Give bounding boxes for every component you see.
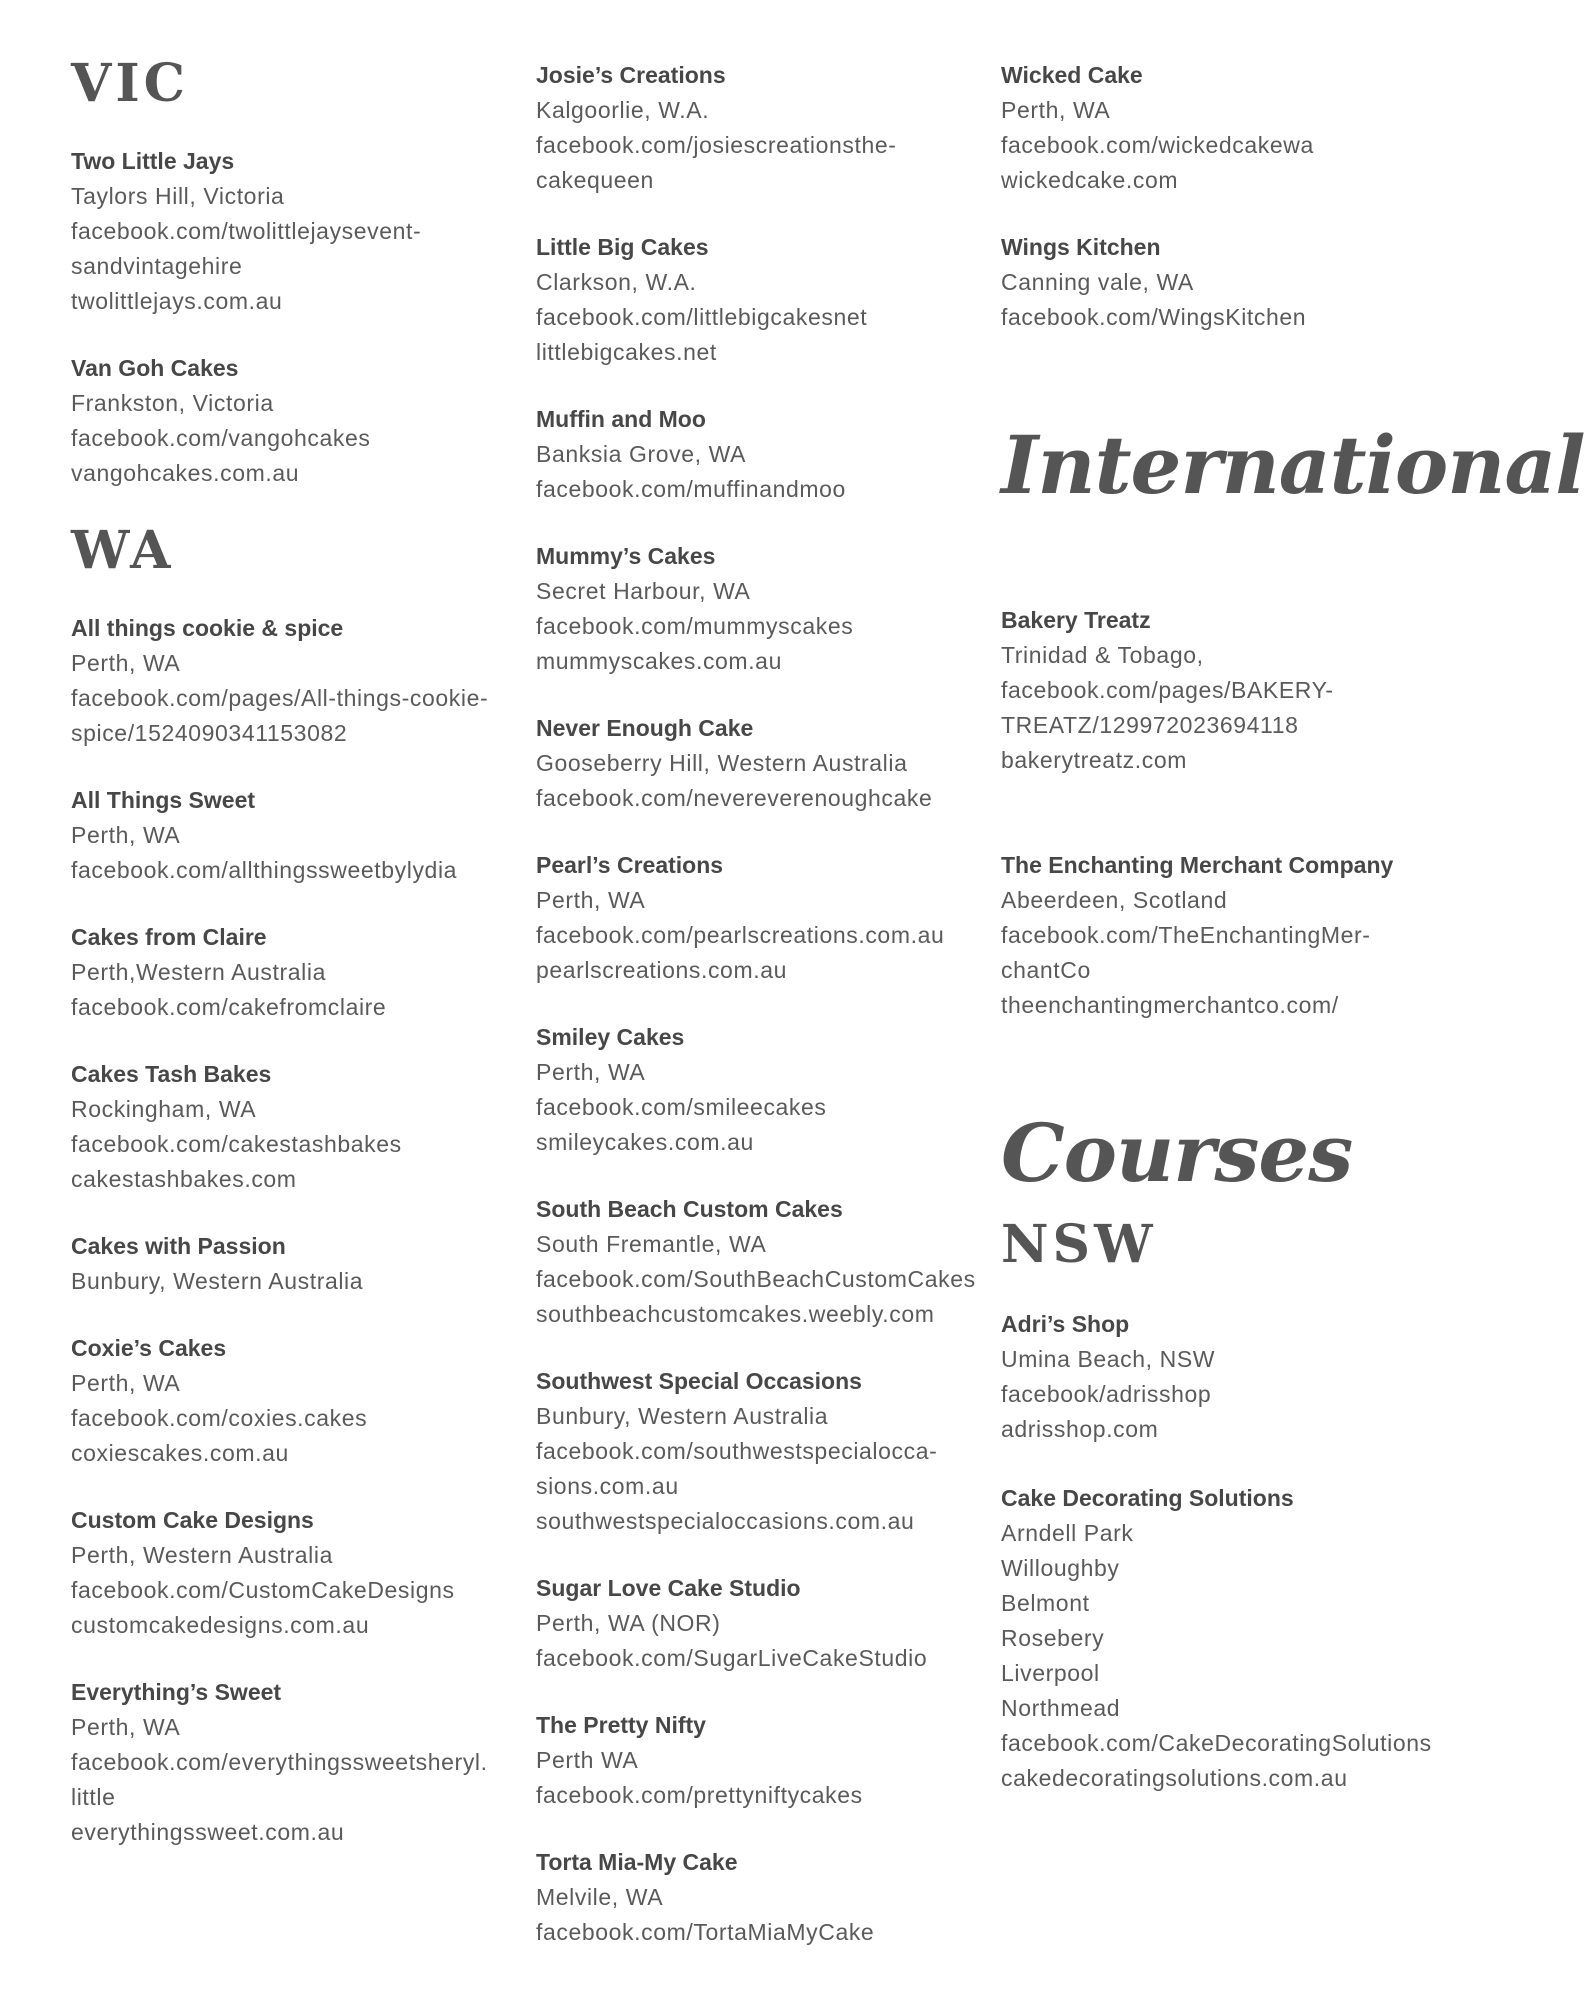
business-name: Cakes from Claire [71, 924, 267, 950]
listing-link[interactable]: sions.com.au [536, 1473, 679, 1499]
listing-link[interactable]: facebook.com/SugarLiveCakeStudio [536, 1645, 928, 1671]
listing-detail: Willoughby [1001, 1555, 1120, 1581]
listing-detail: sandvintagehire [71, 253, 243, 279]
listing-van-goh-cakes [71, 351, 511, 491]
listing-two-little-jays [71, 144, 511, 319]
listing-link[interactable]: facebook.com/littlebigcakesnet [536, 304, 868, 330]
listing-detail: Secret Harbour, WA [536, 578, 751, 604]
listing-link[interactable]: southbeachcustomcakes.weebly.com [536, 1301, 935, 1327]
listing-link[interactable]: facebook.com/TheEnchantingMer- [1001, 922, 1371, 948]
listing-detail: Rosebery [1001, 1625, 1105, 1651]
listing-cakes-from-claire [71, 920, 511, 1025]
listing-link[interactable]: wickedcake.com [1001, 167, 1179, 193]
business-name: Cakes with Passion [71, 1233, 286, 1259]
listing-detail: Clarkson, W.A. [536, 269, 697, 295]
listing-cakes-with-passion [71, 1229, 511, 1299]
listing-detail: Rockingham, WA [71, 1096, 257, 1122]
listing-link[interactable]: facebook.com/CustomCakeDesigns [71, 1577, 455, 1603]
listing-pearl-s-creations [536, 848, 976, 988]
listing-link[interactable]: facebook.com/southwestspecialocca- [536, 1438, 938, 1464]
listing-link[interactable]: facebook.com/twolittlejaysevent- [71, 218, 422, 244]
column-1 [71, 53, 511, 1850]
listing-detail: Frankston, Victoria [71, 390, 274, 416]
listing-link[interactable]: facebook.com/vangohcakes [71, 425, 371, 451]
listing-the-pretty-nifty [536, 1708, 976, 1813]
business-name: Smiley Cakes [536, 1024, 685, 1050]
listing-link[interactable]: smileycakes.com.au [536, 1129, 754, 1155]
listing-link[interactable]: facebook.com/coxies.cakes [71, 1405, 368, 1431]
listing-detail: Perth WA [536, 1747, 639, 1773]
listing-detail: Umina Beach, NSW [1001, 1346, 1216, 1372]
listing-bakery-treatz [1001, 603, 1461, 778]
listing-the-enchanting-merchant-company [1001, 848, 1461, 1023]
business-name: Southwest Special Occasions [536, 1368, 862, 1394]
business-name: Sugar Love Cake Studio [536, 1575, 801, 1601]
listing-detail: cakequeen [536, 167, 654, 193]
listing-detail: Melvile, WA [536, 1884, 664, 1910]
listing-link[interactable]: facebook.com/cakestashbakes [71, 1131, 402, 1157]
section-heading-wa: WA [71, 520, 175, 581]
listing-detail: chantCo [1001, 957, 1091, 983]
listing-detail: Bunbury, Western Australia [536, 1403, 829, 1429]
listing-josie-s-creations [536, 58, 976, 198]
listing-link[interactable]: facebook.com/cakefromclaire [71, 994, 387, 1020]
business-name: Wings Kitchen [1001, 234, 1161, 260]
listing-detail: Arndell Park [1001, 1520, 1134, 1546]
listing-link[interactable]: facebook/adrisshop [1001, 1381, 1212, 1407]
listing-link[interactable]: coxiescakes.com.au [71, 1440, 289, 1466]
listing-detail: Abeerdeen, Scotland [1001, 887, 1228, 913]
listing-torta-mia-my-cake [536, 1845, 976, 1950]
listing-coxie-s-cakes [71, 1331, 511, 1471]
listing-detail: Perth, WA [71, 650, 181, 676]
listing-link[interactable]: customcakedesigns.com.au [71, 1612, 370, 1638]
listing-detail: Perth, WA [536, 1059, 646, 1085]
listing-smiley-cakes [536, 1020, 976, 1160]
section-heading-international: International [1001, 418, 1585, 512]
business-name: Never Enough Cake [536, 715, 754, 741]
listing-detail: Perth, WA [71, 1714, 181, 1740]
business-name: Little Big Cakes [536, 234, 709, 260]
business-name: Custom Cake Designs [71, 1507, 314, 1533]
business-name: Bakery Treatz [1001, 607, 1151, 633]
listing-detail: TREATZ/129972023694118 [1001, 712, 1299, 738]
listing-wings-kitchen [1001, 230, 1461, 335]
business-name: Two Little Jays [71, 148, 235, 174]
listing-link[interactable]: everythingssweet.com.au [71, 1819, 345, 1845]
listing-mummy-s-cakes [536, 539, 976, 679]
business-name: Josie’s Creations [536, 62, 726, 88]
listing-link[interactable]: facebook.com/smileecakes [536, 1094, 827, 1120]
section-heading-nsw: NSW [1001, 1214, 1157, 1275]
listing-detail: Bunbury, Western Australia [71, 1268, 364, 1294]
business-name: Coxie’s Cakes [71, 1335, 227, 1361]
listing-link[interactable]: facebook.com/allthingssweetbylydia [71, 857, 458, 883]
listing-custom-cake-designs [71, 1503, 511, 1643]
business-name: All Things Sweet [71, 787, 256, 813]
listing-link[interactable]: facebook.com/everythingssweetsheryl. [71, 1749, 488, 1775]
listing-link[interactable]: vangohcakes.com.au [71, 460, 300, 486]
listing-link[interactable]: facebook.com/prettyniftycakes [536, 1782, 863, 1808]
listing-detail: Perth, Western Australia [71, 1542, 333, 1568]
listing-link[interactable]: facebook.com/muffinandmoo [536, 476, 846, 502]
listing-all-things-sweet [71, 783, 511, 888]
listing-detail: Taylors Hill, Victoria [71, 183, 285, 209]
listing-detail: Perth, WA [536, 887, 646, 913]
business-name: Cake Decorating Solutions [1001, 1485, 1294, 1511]
listing-link[interactable]: bakerytreatz.com [1001, 747, 1187, 773]
business-name: Torta Mia-My Cake [536, 1849, 738, 1875]
listing-detail: South Fremantle, WA [536, 1231, 767, 1257]
listing-detail: Northmead [1001, 1695, 1121, 1721]
business-name: Pearl’s Creations [536, 852, 724, 878]
business-name: All things cookie & spice [71, 615, 344, 641]
listing-southwest-special-occasions [536, 1364, 976, 1539]
listing-link[interactable]: twolittlejays.com.au [71, 288, 283, 314]
listing-detail: Perth, WA (NOR) [536, 1610, 721, 1636]
listing-link[interactable]: facebook.com/pearlscreations.com.au [536, 922, 945, 948]
listing-muffin-and-moo [536, 402, 976, 507]
listing-link[interactable]: facebook.com/pages/All-things-cookie- [71, 685, 489, 711]
listing-detail: Perth, WA [71, 822, 181, 848]
business-name: Everything’s Sweet [71, 1679, 282, 1705]
section-heading-courses: Courses [1001, 1106, 1353, 1200]
business-name: Adri’s Shop [1001, 1311, 1130, 1337]
listing-cakes-tash-bakes [71, 1057, 511, 1197]
listing-sugar-love-cake-studio [536, 1571, 976, 1676]
listing-detail: Perth,Western Australia [71, 959, 326, 985]
listing-link[interactable]: facebook.com/WingsKitchen [1001, 304, 1307, 330]
listing-little-big-cakes [536, 230, 976, 370]
listing-detail: Liverpool [1001, 1660, 1100, 1686]
section-heading-vic: VIC [71, 53, 190, 114]
listing-adri-s-shop [1001, 1307, 1461, 1447]
listing-detail: Kalgoorlie, W.A. [536, 97, 710, 123]
business-name: Muffin and Moo [536, 406, 706, 432]
listing-link[interactable]: facebook.com/wickedcakewa [1001, 132, 1314, 158]
listing-never-enough-cake [536, 711, 976, 816]
listing-all-things-cookie-spice [71, 611, 511, 751]
listing-south-beach-custom-cakes [536, 1192, 976, 1332]
listing-link[interactable]: facebook.com/mummyscakes [536, 613, 854, 639]
listing-link[interactable]: facebook.com/SouthBeachCustomCakes [536, 1266, 976, 1292]
listing-link[interactable]: adrisshop.com [1001, 1416, 1159, 1442]
listing-link[interactable]: facebook.com/TortaMiaMyCake [536, 1919, 875, 1945]
listing-detail: Banksia Grove, WA [536, 441, 747, 467]
listing-detail: Perth, WA [1001, 97, 1111, 123]
listing-link[interactable]: cakestashbakes.com [71, 1166, 297, 1192]
business-name: The Pretty Nifty [536, 1712, 706, 1738]
column-2 [536, 58, 976, 1950]
business-name: Wicked Cake [1001, 62, 1143, 88]
listing-link[interactable]: facebook.com/CakeDecoratingSolutions [1001, 1730, 1432, 1756]
listing-link[interactable]: mummyscakes.com.au [536, 648, 782, 674]
listing-link[interactable]: southwestspecialoccasions.com.au [536, 1508, 915, 1534]
listing-detail: Gooseberry Hill, Western Australia [536, 750, 908, 776]
business-name: Cakes Tash Bakes [71, 1061, 272, 1087]
listing-wicked-cake [1001, 58, 1461, 198]
listing-detail: little [71, 1784, 116, 1810]
business-name: South Beach Custom Cakes [536, 1196, 843, 1222]
listing-link[interactable]: facebook.com/josiescreationsthe- [536, 132, 897, 158]
listing-detail: Trinidad & Tobago, [1001, 642, 1204, 668]
listing-everything-s-sweet [71, 1675, 511, 1850]
listing-link[interactable]: theenchantingmerchantco.com/ [1001, 992, 1339, 1018]
listing-cake-decorating-solutions [1001, 1481, 1461, 1796]
listing-detail: spice/1524090341153082 [71, 720, 348, 746]
business-name: The Enchanting Merchant Company [1001, 852, 1394, 878]
listing-detail: Canning vale, WA [1001, 269, 1194, 295]
listing-link[interactable]: pearlscreations.com.au [536, 957, 787, 983]
listing-detail: Perth, WA [71, 1370, 181, 1396]
column-3 [1001, 58, 1585, 1796]
business-name: Mummy’s Cakes [536, 543, 716, 569]
listing-link[interactable]: facebook.com/pages/BAKERY- [1001, 677, 1334, 703]
business-name: Van Goh Cakes [71, 355, 239, 381]
listing-link[interactable]: cakedecoratingsolutions.com.au [1001, 1765, 1348, 1791]
listing-detail: Belmont [1001, 1590, 1090, 1616]
listing-link[interactable]: facebook.com/nevereverenoughcake [536, 785, 933, 811]
listing-link[interactable]: littlebigcakes.net [536, 339, 717, 365]
